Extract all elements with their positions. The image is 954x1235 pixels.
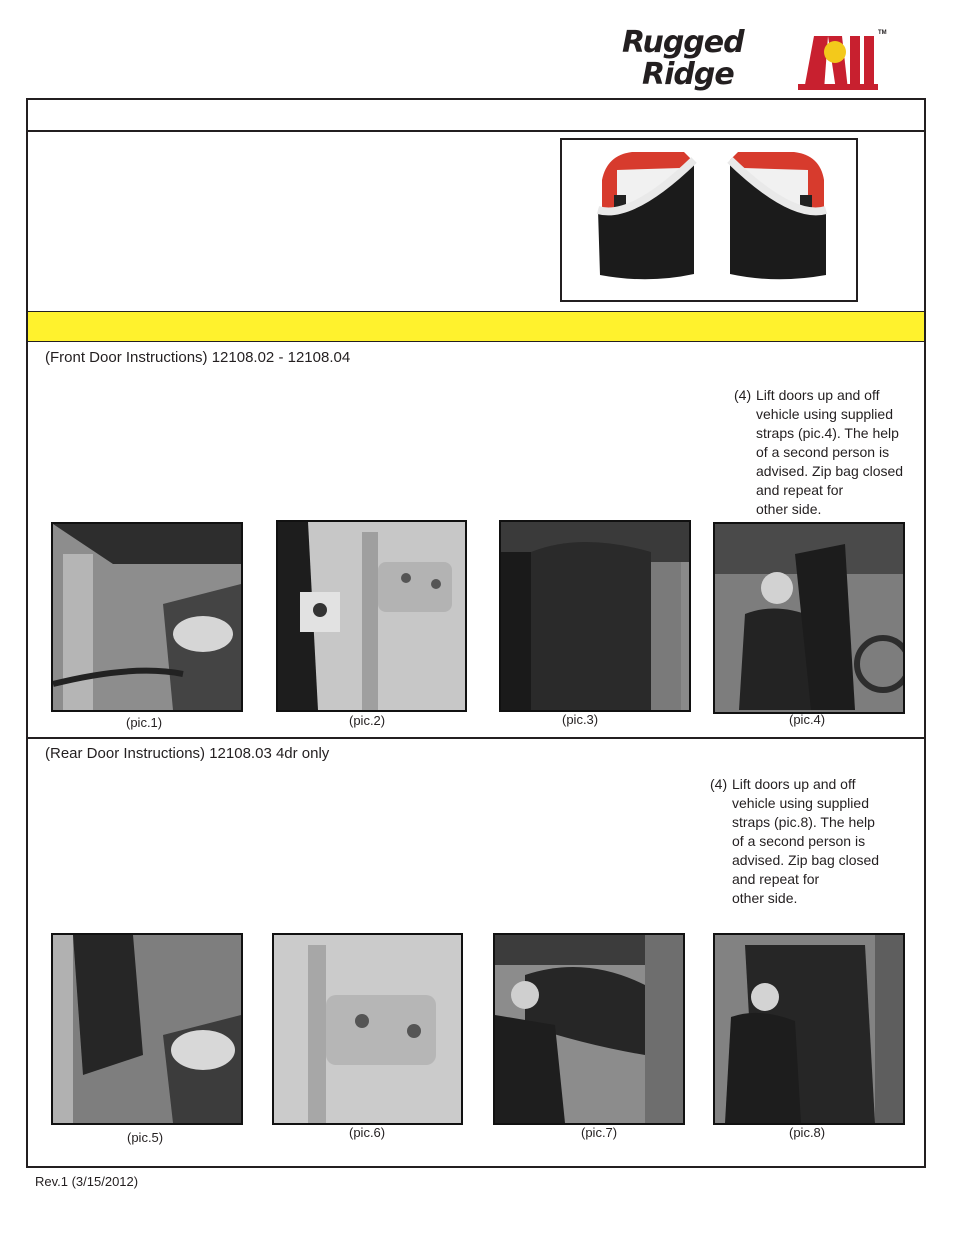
caption-pic-3: (pic.3) <box>562 712 599 727</box>
rear-step-4 <box>710 775 910 909</box>
front-step-4-text <box>756 386 916 519</box>
photo-pic-3 <box>499 520 691 712</box>
front-step-4-line: straps (pic.4). The help <box>756 425 899 441</box>
title-row-divider <box>28 130 924 132</box>
photo-pic-1 <box>51 522 243 712</box>
warning-band <box>28 311 924 342</box>
caption-pic-6: (pic.6) <box>349 1125 386 1140</box>
logo-word-1: Rugged <box>622 25 744 60</box>
logo-word-2: Ridge <box>642 57 734 92</box>
rear-step-4-text <box>732 775 892 908</box>
front-step-4-line: advised. Zip bag closed <box>756 463 904 479</box>
photo-pic-6 <box>272 933 463 1125</box>
caption-pic-2: (pic.2) <box>349 713 386 728</box>
photo-pic-7 <box>493 933 685 1125</box>
product-image <box>560 138 858 302</box>
front-section-heading: (Front Door Instructions) 12108.02 - 12108.04 <box>45 349 351 366</box>
rear-step-4-number: (4) <box>710 776 728 792</box>
caption-pic-4: (pic.4) <box>789 712 826 727</box>
rear-step-4-line: vehicle using supplied <box>732 795 869 811</box>
front-step-4 <box>734 386 924 520</box>
rear-step-4-line: of a second person is <box>732 833 866 849</box>
caption-pic-8: (pic.8) <box>789 1125 826 1140</box>
rear-step-4-line: other side. <box>732 890 798 906</box>
caption-pic-7: (pic.7) <box>581 1125 618 1140</box>
photo-pic-8 <box>713 933 905 1125</box>
trademark-mark: TM <box>878 30 887 36</box>
rear-step-4-line: straps (pic.8). The help <box>732 814 875 830</box>
photo-pic-4 <box>713 522 905 714</box>
logo-emblem-icon <box>794 28 878 92</box>
front-step-4-line: and repeat for <box>756 482 844 498</box>
front-step-4-number: (4) <box>734 387 752 403</box>
photo-pic-5 <box>51 933 243 1125</box>
front-step-4-line: Lift doors up and off <box>756 387 880 403</box>
front-step-4-line: vehicle using supplied <box>756 406 893 422</box>
photo-pic-2 <box>276 520 467 712</box>
caption-pic-5: (pic.5) <box>127 1130 164 1145</box>
rear-section-heading: (Rear Door Instructions) 12108.03 4dr only <box>45 745 330 762</box>
caption-pic-1: (pic.1) <box>126 715 163 730</box>
rear-step-4-line: advised. Zip bag closed <box>732 852 880 868</box>
rear-step-4-line: and repeat for <box>732 871 820 887</box>
revision-note: Rev.1 (3/15/2012) <box>35 1174 139 1189</box>
rear-step-4-line: Lift doors up and off <box>732 776 856 792</box>
front-step-4-line: of a second person is <box>756 444 890 460</box>
front-step-4-line: other side. <box>756 501 822 517</box>
section-divider <box>28 737 926 739</box>
rugged-ridge-logo <box>616 26 886 96</box>
